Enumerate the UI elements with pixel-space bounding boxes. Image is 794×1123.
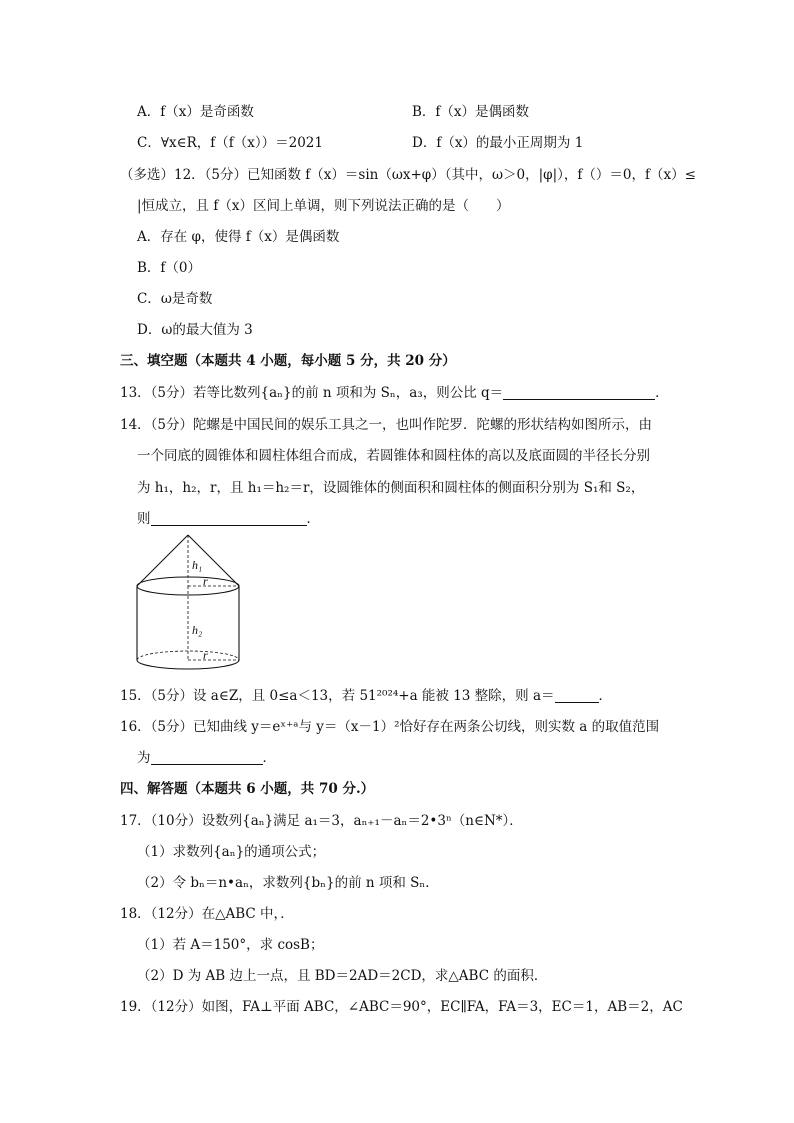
q15 xyxy=(120,687,612,705)
q17-part2: （2）令 bₙ＝n•aₙ，求数列{bₙ}的前 n 项和 Sₙ． xyxy=(137,875,439,891)
q11-option-b: B．f（x）是偶函数 xyxy=(412,104,530,120)
q11-option-c: C．∀x∈R，f（f（x））＝2021 xyxy=(137,135,323,151)
q18-part1: （1）若 A＝150°，求 cosB； xyxy=(137,937,324,953)
q18-stem: 18．（12分）在△ABC 中，． xyxy=(120,906,294,922)
q14-prefix: 则 xyxy=(137,511,151,527)
q12-option-a: A．存在 φ，使得 f（x）是偶函数 xyxy=(137,229,340,245)
q13-answer-blank[interactable] xyxy=(503,385,655,400)
q17-stem: 17．（10分）设数列{aₙ}满足 a₁＝3，aₙ₊₁－aₙ＝2•3ⁿ（n∈N*）． xyxy=(120,813,523,829)
q16-line1: 16．（5分）已知曲线 y＝eˣ⁺ᵃ与 y＝（x－1）²恰好存在两条公切线，则实数 a 的取值范围 xyxy=(120,719,660,735)
q16-line2 xyxy=(137,749,276,767)
spinning-top-figure xyxy=(128,532,248,680)
q15-end: ． xyxy=(598,688,613,704)
label-r-top: r xyxy=(203,574,208,588)
q16-answer-blank[interactable] xyxy=(151,750,263,765)
q16-end: ． xyxy=(262,750,276,766)
label-r-bottom: r xyxy=(203,648,208,662)
bottom-ellipse-front xyxy=(137,660,239,669)
q14-line4 xyxy=(137,510,320,528)
q19-stem: 19．（12分）如图，FA⊥平面 ABC，∠ABC＝90°，EC∥FA，FA＝3，EC＝1，AB＝2，AC xyxy=(120,999,683,1015)
q16-prefix: 为 xyxy=(137,750,151,766)
section-heading-solutions: 四、解答题（本题共 6 小题，共 70 分.） xyxy=(120,781,375,797)
section-heading-fill-in: 三、填空题（本题共 4 小题，每小题 5 分，共 20 分） xyxy=(120,353,456,369)
q13-text: 13．（5分）若等比数列{aₙ}的前 n 项和为 Sₙ，a₃，则公比 q＝ xyxy=(120,385,504,401)
q12-option-d: D．ω的最大值为 3 xyxy=(137,322,253,338)
q11-option-a: A．f（x）是奇函数 xyxy=(137,104,254,120)
q18-part2: （2）D 为 AB 边上一点，且 BD＝2AD＝2CD，求△ABC 的面积． xyxy=(137,968,548,984)
q13 xyxy=(120,384,669,402)
q14-end: ． xyxy=(306,511,320,527)
q12-stem-line2: |恒成立，且 f（x）区间上单调，则下列说法正确的是（ ） xyxy=(137,198,510,214)
label-h1: h₁ xyxy=(192,558,203,572)
q12-option-c: C．ω是奇数 xyxy=(137,291,213,307)
label-h2: h₂ xyxy=(192,623,203,637)
q14-line1: 14．（5分）陀螺是中国民间的娱乐工具之一，也叫作陀罗．陀螺的形状结构如图所示，由 xyxy=(120,417,653,433)
q12-stem-line1: （多选）12．（5分）已知函数 f（x）＝sin（ωx+φ）（其中，ω＞0，|φ|），f（）＝0，f（x）≤ xyxy=(120,167,696,183)
q15-answer-blank[interactable] xyxy=(555,688,599,703)
q13-end: ． xyxy=(655,385,669,401)
q14-line2: 一个同底的圆锥体和圆柱体组合而成，若圆锥体和圆柱体的高以及底面圆的半径长分别 xyxy=(137,448,650,464)
q15-text: 15．（5分）设 a∈Z，且 0≤a＜13，若 51²⁰²⁴+a 能被 13 整除，则 a＝ xyxy=(120,688,555,704)
q14-answer-blank[interactable] xyxy=(151,511,307,526)
q14-line3: 为 h₁，h₂，r，且 h₁＝h₂＝r，设圆锥体的侧面积和圆柱体的侧面积分别为 S₁和 S₂， xyxy=(137,480,645,496)
q12-option-b: B．f（0） xyxy=(137,260,202,276)
q11-option-d: D．f（x）的最小正周期为 1 xyxy=(412,135,584,151)
q17-part1: （1）求数列{aₙ}的通项公式； xyxy=(137,844,326,860)
